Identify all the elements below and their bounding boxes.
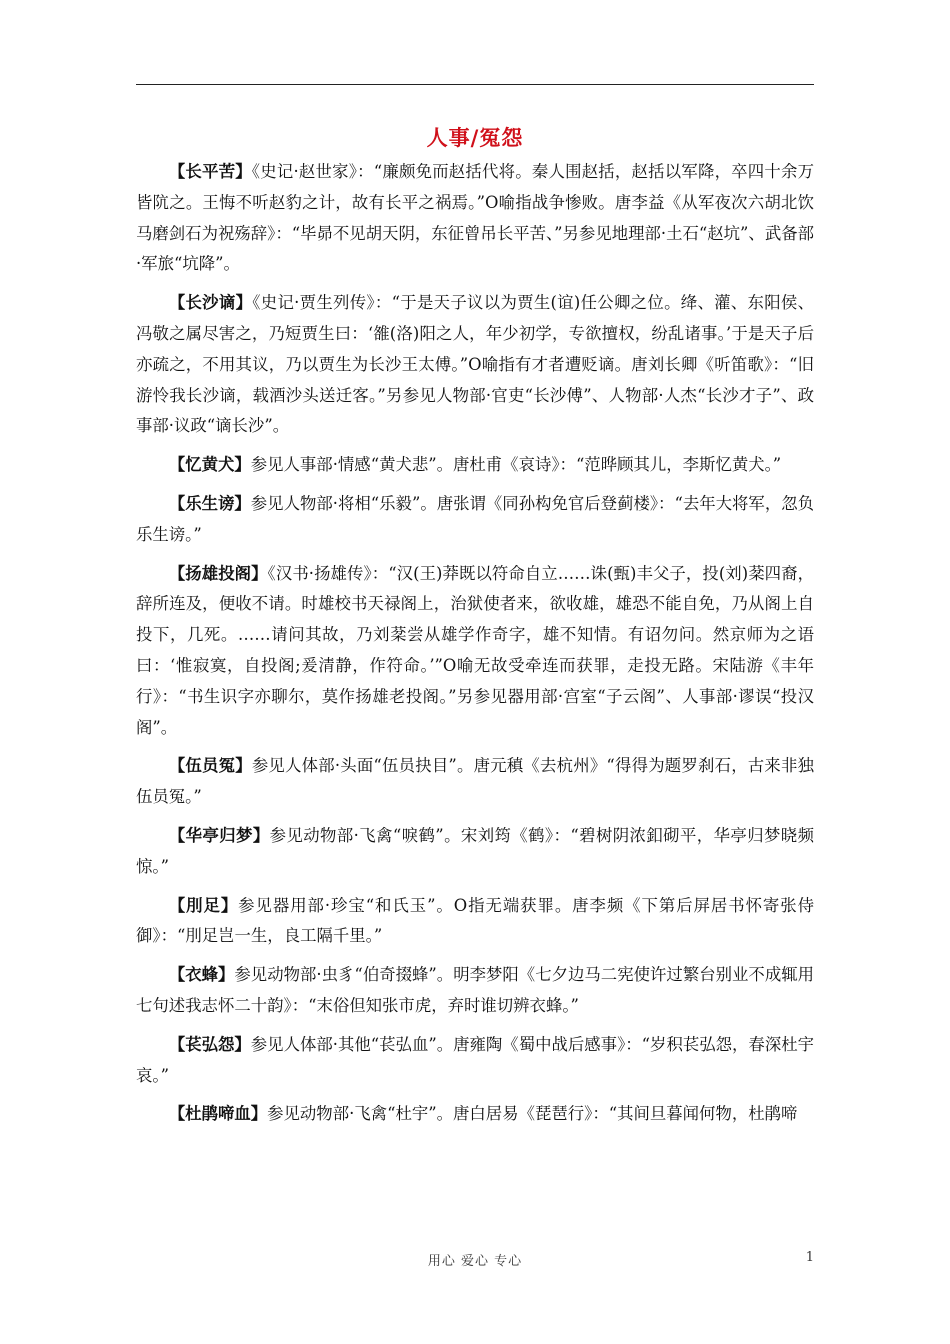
entry-term: 【华亭归梦】: [168, 825, 270, 845]
entry-term: 【杜鹃啼血】: [168, 1104, 268, 1124]
entry-yue-zu: [136, 891, 814, 953]
entry-text: 参见人事部·情感“黄犬悲”。唐杜甫《哀诗》：“范晔顾其儿，李斯忆黄犬。”: [250, 455, 782, 475]
entry-text: 参见人物部·将相“乐毅”。唐张谓《同孙构免官后登蓟楼》：“去年大将军，忽负乐生谤。”: [136, 493, 814, 544]
entry-yi-feng: [136, 960, 814, 1022]
entry-text: 《汉书·扬雄传》：“汉(王)莽既以符命自立……诛(甄)丰父子，投(刘)棻四裔，辞所连及，便收不请。时雄校书天禄阁上，治狱使者来，欲收雄，雄恐不能自免，乃从阁上自投下，几死。……请问其故，乃刘棻尝从雄学作奇字，雄不知情。有诏勿问。然京师为之语曰：‘惟寂寞，自投阁;爰清静，作符命。’”O喻无故受牵连而获罪，走投无路。宋陆游《丰年行》：“书生识字亦聊尔，莫作扬雄老投阁。”另参见器用部·宫室“子云阁”、人事部·谬误“投汉阁”。: [136, 563, 815, 737]
page-title: 人事/冤怨: [426, 125, 524, 150]
entry-term: 【长沙谪】: [168, 293, 253, 313]
entry-term: 【扬雄投阁】: [168, 563, 268, 583]
entry-text: 参见人体部·头面“伍员抉目”。唐元稹《去杭州》“得得为题罗刹石，古来非独伍员冤。”: [136, 756, 815, 807]
entry-wuyuan-yuan: [136, 751, 814, 813]
entry-yuesheng-bang: [136, 489, 814, 551]
entry-changping-ku: [136, 157, 814, 280]
entry-term: 【忆黄犬】: [168, 455, 251, 475]
page-number: 1: [805, 1250, 814, 1265]
entry-term: 【伍员冤】: [168, 756, 252, 776]
entry-term: 【刖足】: [168, 895, 239, 915]
entry-text: 参见人体部·其他“苌弘血”。唐雍陶《蜀中战后感事》：“岁积苌弘怨，春深杜宇哀。”: [136, 1034, 814, 1085]
entry-text: 参见器用部·珍宝“和氏玉”。O指无端获罪。唐李频《下第后屏居书怀寄张侍御》：“刖足岂一生，良工隔千里。”: [136, 895, 815, 946]
entry-text: 《史记·贾生列传》：“于是天子议以为贾生(谊)任公卿之位。绛、灌、东阳侯、冯敬之属尽害之，乃短贾生曰：‘雒(洛)阳之人，年少初学，专欲擅权，纷乱诸事。’于是天子后亦疏之，不用其议，乃以贾生为长沙王太傅。”O喻指有才者遭贬谪。唐刘长卿《听笛歌》：“旧游怜我长沙谪，载酒沙头送迁客。”另参见人物部·官吏“长沙傅”、人物部·人杰“长沙才子”、政事部·议政“谪长沙”。: [136, 293, 814, 436]
entry-text: 参见动物部·飞禽“杜宇”。唐白居易《琵琶行》：“其间旦暮闻何物，杜鹃啼: [267, 1104, 798, 1124]
footer-motto: 用心 爱心 专心: [427, 1254, 523, 1269]
entry-term: 【衣蜂】: [168, 965, 235, 985]
entry-text: 参见动物部·虫豸“伯奇掇蜂”。明李梦阳《七夕边马二宪使许过繁台别业不成辄用七句述我志怀二十韵》：“末俗但知张市虎，弃时谁切辨衣蜂。”: [136, 965, 815, 1015]
entry-yangxiong-touge: [136, 559, 814, 744]
entry-yi-huangquan: [136, 450, 814, 481]
entry-term: 【长平苦】: [168, 162, 252, 181]
entry-changhong-yuan: [136, 1030, 814, 1092]
document-body: [136, 157, 814, 1138]
entry-huating-guimeng: [136, 821, 814, 883]
entry-changsha-zhe: [136, 288, 814, 442]
entry-text: 参见动物部·飞禽“唳鹤”。宋刘筠《鹤》：“碧树阴浓釦砌平，华亭归梦晓频惊。”: [136, 825, 815, 876]
entry-term: 【苌弘怨】: [168, 1034, 251, 1054]
entry-term: 【乐生谤】: [168, 493, 251, 513]
entry-dujuan-tixue: [136, 1099, 814, 1130]
header-rule: [136, 84, 814, 85]
entry-text: 《史记·赵世家》：“廉颇免而赵括代将。秦人围赵括，赵括以军降，卒四十余万皆阬之。王悔不听赵豹之计，故有长平之祸焉。”O喻指战争惨败。唐李益《从军夜次六胡北饮马磨剑石为祝殇辞》：“毕昴不见胡天阴，东征曾吊长平苦、”另参见地理部·土石“赵坑”、武备部·军旅“坑降”。: [136, 162, 815, 274]
